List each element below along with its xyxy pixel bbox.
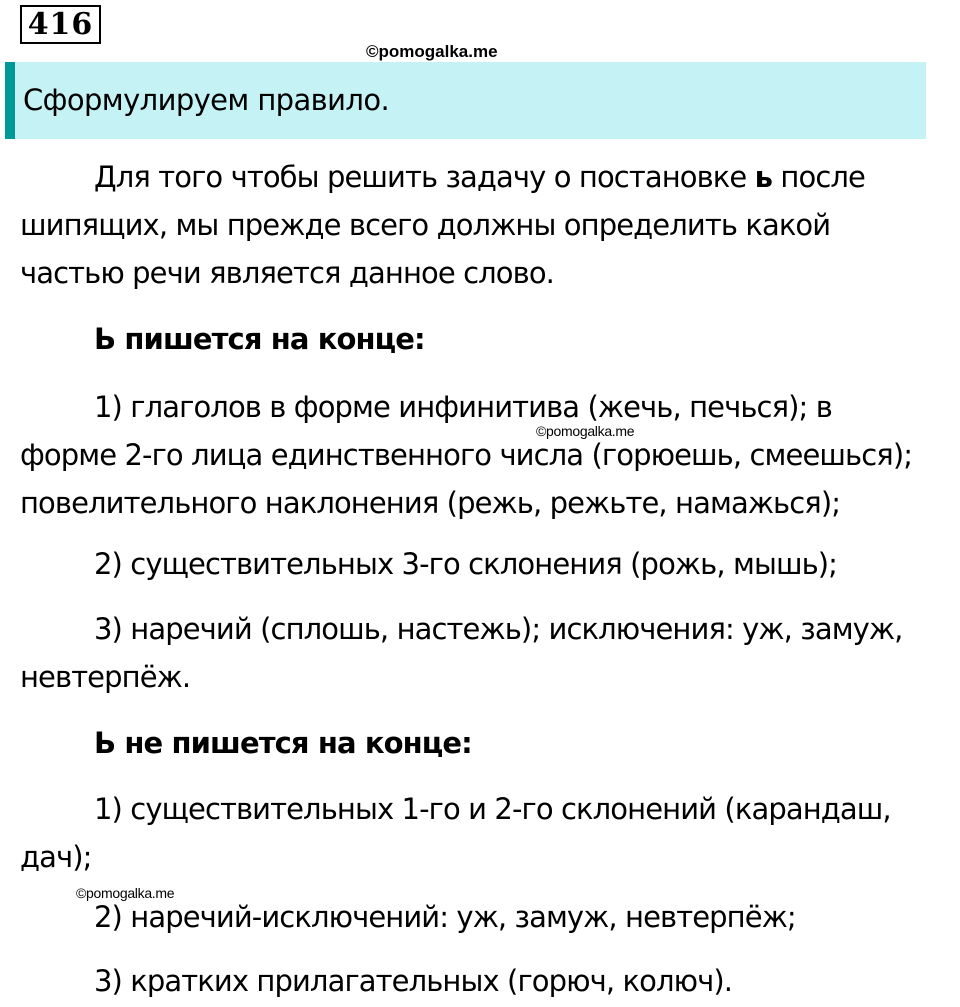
rule-item-1-line-3: повелительного наклонения (режь, режьте, намажься); bbox=[20, 486, 841, 520]
intro-line-1 bbox=[94, 160, 865, 194]
exception-item-1-line-2: дач); bbox=[20, 840, 92, 874]
watermark: ©pomogalka.me bbox=[366, 42, 498, 61]
heading-soft-sign-not-written: Ь не пишется на конце: bbox=[94, 726, 472, 760]
watermark: ©pomogalka.me bbox=[76, 885, 175, 901]
exception-item-2-line-1: 2) наречий-исключений: уж, замуж, невтерпёж; bbox=[94, 900, 796, 934]
rule-item-1-line-1: 1) глаголов в форме инфинитива (жечь, печься); в bbox=[94, 390, 832, 424]
exercise-number: 416 bbox=[20, 5, 101, 44]
exception-item-3-line-1: 3) кратких прилагательных (горюч, колюч). bbox=[94, 964, 733, 998]
soft-sign-letter: ь bbox=[754, 160, 773, 194]
rule-item-1-line-2: форме 2-го лица единственного числа (горюешь, смеешься); bbox=[20, 438, 913, 472]
intro-line-3: частью речи является данное слово. bbox=[20, 256, 554, 290]
rule-item-2-line-1: 2) существительных 3-го склонения (рожь, мышь); bbox=[94, 547, 838, 581]
intro-line-2: шипящих, мы прежде всего должны определить какой bbox=[20, 208, 831, 242]
exception-item-1-line-1: 1) существительных 1-го и 2-го склонений (карандаш, bbox=[94, 792, 891, 826]
watermark: ©pomogalka.me bbox=[536, 423, 635, 439]
intro-line-1-tail: после bbox=[772, 160, 865, 194]
section-banner bbox=[5, 62, 926, 139]
banner-title: Сформулируем правило. bbox=[23, 83, 390, 117]
banner-accent-bar bbox=[5, 62, 15, 139]
heading-soft-sign-written: Ь пишется на конце: bbox=[94, 322, 425, 356]
intro-line-1-text: Для того чтобы решить задачу о постановке bbox=[94, 160, 755, 194]
rule-item-3-line-1: 3) наречий (сплошь, настежь); исключения: уж, замуж, bbox=[94, 612, 903, 646]
rule-item-3-line-2: невтерпёж. bbox=[20, 660, 191, 694]
